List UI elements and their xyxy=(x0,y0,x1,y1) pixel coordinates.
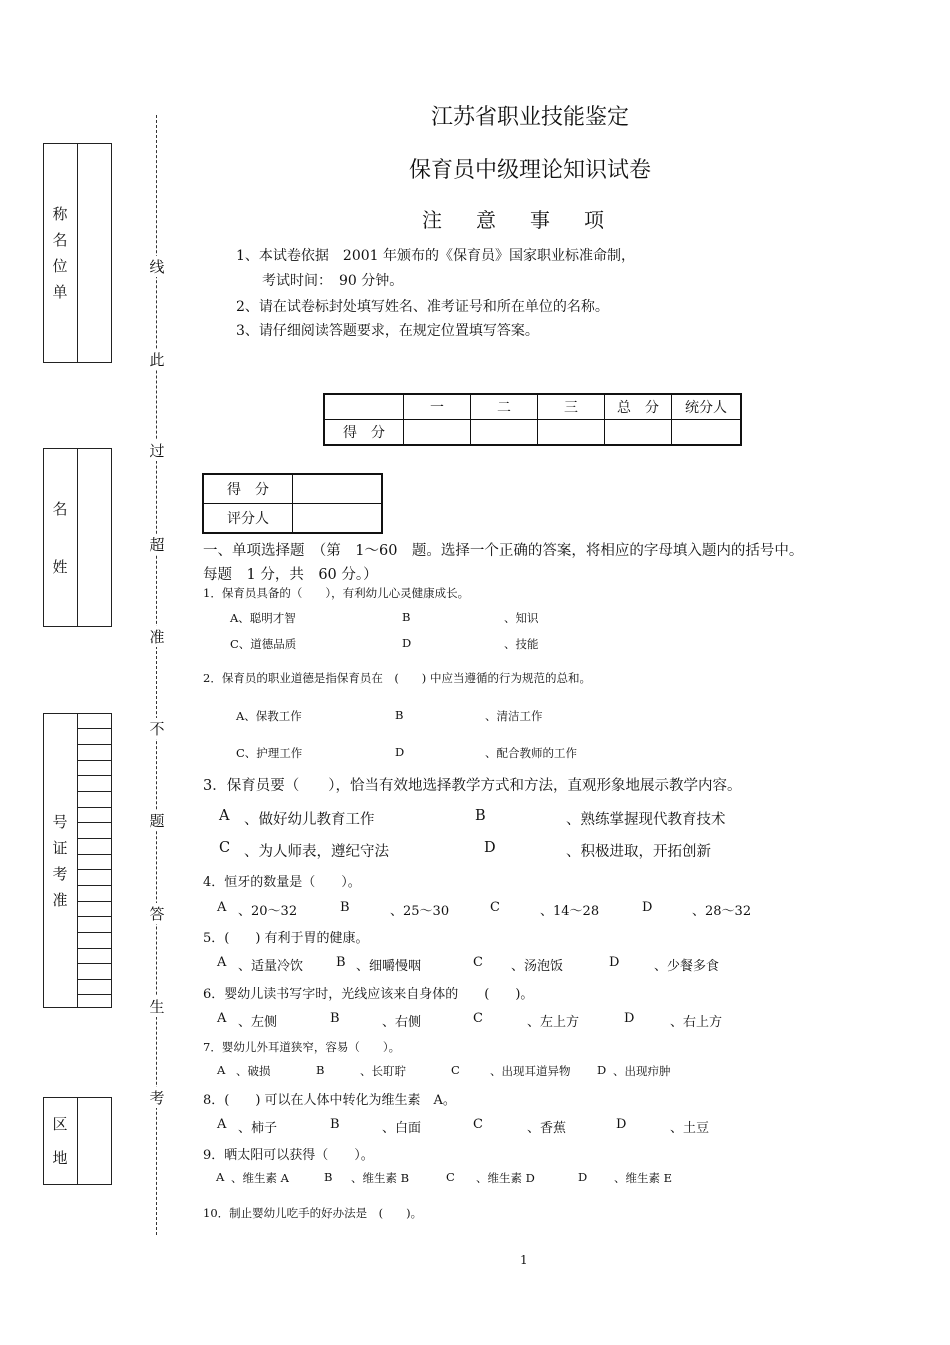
q3-option-a-letter: A xyxy=(219,808,230,824)
q9-option-b-letter: B xyxy=(324,1170,333,1184)
unit-box xyxy=(43,143,112,363)
q3-option-b: 、熟练掌握现代教育技术 xyxy=(566,812,726,828)
q8-option-a-letter: A xyxy=(217,1117,227,1132)
grader-score-cell[interactable] xyxy=(293,474,383,504)
section-heading-cont: 每题 1 分，共 60 分。） xyxy=(203,567,378,583)
notice-title: 注意事项 xyxy=(422,208,638,232)
seal-char: 过 xyxy=(149,442,165,460)
q6-option-a: 、左侧 xyxy=(238,1015,278,1030)
q8-option-c: 、香蕉 xyxy=(527,1121,567,1136)
q4-option-d: 、28～32 xyxy=(692,904,752,919)
q6-option-c: 、左上方 xyxy=(527,1015,580,1030)
q8-option-c-letter: C xyxy=(473,1117,483,1132)
q3-option-b-letter: B xyxy=(475,808,486,824)
question-2: 2．保育员的职业道德是指保育员在 ( ) 中应当遵循的行为规范的总和。 xyxy=(203,671,591,685)
region-box xyxy=(43,1097,112,1185)
score-cell[interactable] xyxy=(471,420,538,446)
q3-option-d-letter: D xyxy=(484,840,496,856)
q5-option-d: 、少餐多食 xyxy=(654,959,720,974)
q7-option-d: 、出现疖肿 xyxy=(613,1064,671,1078)
q9-option-d: 、维生素 E xyxy=(614,1171,673,1185)
q7-option-c-letter: C xyxy=(451,1063,460,1077)
q9-option-b: 、维生素 B xyxy=(351,1171,410,1185)
q9-option-c-letter: C xyxy=(446,1170,455,1184)
q6-option-c-letter: C xyxy=(473,1011,483,1026)
q9-option-d-letter: D xyxy=(578,1170,588,1184)
exam-id-grid[interactable] xyxy=(77,714,111,1007)
score-header-1: 一 xyxy=(404,394,471,420)
name-label: 名 姓 xyxy=(52,499,68,576)
question-8: 8．( ) 可以在人体中转化为维生素 A。 xyxy=(203,1093,456,1108)
name-field[interactable] xyxy=(77,449,111,626)
note-1b: 考试时间： 90 分钟。 xyxy=(262,273,404,289)
seal-char: 此 xyxy=(149,351,165,369)
note-1a: 1、本试卷依据 2001 年颁布的《保育员》国家职业标准命制， xyxy=(236,248,635,264)
q2-option-c: C、护理工作 xyxy=(236,746,303,760)
q8-option-b: 、白面 xyxy=(382,1121,422,1136)
region-field[interactable] xyxy=(77,1098,111,1184)
question-9: 9．晒太阳可以获得（ ）。 xyxy=(203,1148,374,1163)
q3-option-c: 、为人师表，遵纪守法 xyxy=(244,844,389,860)
unit-field[interactable] xyxy=(77,144,111,362)
unit-label: 称 名 位 单 xyxy=(52,205,68,301)
seal-char: 准 xyxy=(149,628,165,646)
score-header-blank xyxy=(324,394,404,420)
seal-char: 不 xyxy=(149,720,165,738)
q4-option-c: 、14～28 xyxy=(540,904,600,919)
q5-option-a: 、适量冷饮 xyxy=(238,959,304,974)
q2-option-a: A、保教工作 xyxy=(236,709,302,723)
question-3: 3．保育员要（ ），恰当有效地选择教学方式和方法，直观形象地展示教学内容。 xyxy=(203,778,742,794)
q4-option-b: 、25～30 xyxy=(390,904,450,919)
q6-option-d-letter: D xyxy=(624,1011,635,1026)
score-cell[interactable] xyxy=(605,420,672,446)
q8-option-a: 、柿子 xyxy=(238,1121,278,1136)
score-cell[interactable] xyxy=(672,420,742,446)
q7-option-b: 、长耵聍 xyxy=(360,1064,406,1078)
q2-option-d-letter: D xyxy=(395,745,405,759)
question-4: 4．恒牙的数量是（ ）。 xyxy=(203,875,361,890)
q9-option-a-letter: A xyxy=(216,1170,225,1184)
grader-table xyxy=(202,473,383,534)
q3-option-a: 、做好幼儿教育工作 xyxy=(244,812,375,828)
q5-option-a-letter: A xyxy=(217,955,227,970)
question-7: 7．婴幼儿外耳道狭窄，容易（ ）。 xyxy=(203,1040,401,1054)
question-10: 10．制止婴幼儿吃手的好办法是 ( )。 xyxy=(203,1206,423,1220)
q8-option-d-letter: D xyxy=(616,1117,627,1132)
q7-option-a-letter: A xyxy=(217,1063,226,1077)
q5-option-b: 、细嚼慢咽 xyxy=(356,959,422,974)
q4-option-d-letter: D xyxy=(642,900,653,915)
q7-option-b-letter: B xyxy=(316,1063,325,1077)
region-label: 区 地 xyxy=(52,1115,68,1167)
score-header-tallier: 统分人 xyxy=(672,394,742,420)
q7-option-d-letter: D xyxy=(597,1063,607,1077)
score-cell[interactable] xyxy=(538,420,605,446)
q2-option-d: 、配合教师的工作 xyxy=(485,746,577,760)
question-6: 6．婴幼儿读书写字时，光线应该来自身体的 ( )。 xyxy=(203,987,534,1002)
score-header-2: 二 xyxy=(471,394,538,420)
q1-option-d-letter: D xyxy=(402,636,412,650)
q6-option-a-letter: A xyxy=(217,1011,227,1026)
seal-char: 答 xyxy=(149,905,165,923)
q6-option-b: 、右侧 xyxy=(382,1015,422,1030)
question-1: 1．保育员具备的（ ），有利幼儿心灵健康成长。 xyxy=(203,586,470,600)
seal-char: 考 xyxy=(149,1089,165,1107)
q1-option-d: 、技能 xyxy=(504,637,539,651)
note-2: 2、请在试卷标封处填写姓名、准考证号和所在单位的名称。 xyxy=(236,299,609,315)
q1-option-a: A、聪明才智 xyxy=(230,611,296,625)
q5-option-b-letter: B xyxy=(336,955,346,970)
seal-char: 超 xyxy=(149,536,165,554)
q3-option-d: 、积极进取，开拓创新 xyxy=(566,844,711,860)
q5-option-c-letter: C xyxy=(473,955,483,970)
q6-option-d: 、右上方 xyxy=(670,1015,723,1030)
q2-option-b: 、清洁工作 xyxy=(485,709,543,723)
seal-dashed-line xyxy=(156,115,157,1235)
q1-option-c: C、道德品质 xyxy=(230,637,297,651)
question-5: 5．( ) 有利于胃的健康。 xyxy=(203,931,369,946)
q2-option-b-letter: B xyxy=(395,708,404,722)
exam-id-box xyxy=(43,713,112,1008)
q4-option-c-letter: C xyxy=(490,900,500,915)
seal-char: 线 xyxy=(149,258,165,276)
note-3: 3、请仔细阅读答题要求，在规定位置填写答案。 xyxy=(236,323,539,339)
grader-score-label: 得 分 xyxy=(203,474,293,504)
q9-option-c: 、维生素 D xyxy=(476,1171,535,1185)
q3-option-c-letter: C xyxy=(219,840,231,856)
exam-id-label: 号 证 考 准 xyxy=(52,812,68,909)
q8-option-b-letter: B xyxy=(330,1117,340,1132)
q8-option-d: 、土豆 xyxy=(670,1121,710,1136)
seal-char: 题 xyxy=(149,812,165,830)
grader-name-cell[interactable] xyxy=(293,504,383,534)
name-box xyxy=(43,448,112,627)
score-row-label: 得 分 xyxy=(324,420,404,446)
score-header-3: 三 xyxy=(538,394,605,420)
q5-option-d-letter: D xyxy=(609,955,620,970)
exam-title: 保育员中级理论知识试卷 xyxy=(408,158,651,183)
q7-option-a: 、破损 xyxy=(236,1064,271,1078)
section-heading: 一、单项选择题 （第 1～60 题。选择一个正确的答案，将相应的字母填入题内的括号中。 xyxy=(203,543,804,559)
q6-option-b-letter: B xyxy=(330,1011,340,1026)
q4-option-b-letter: B xyxy=(340,900,350,915)
q5-option-c: 、汤泡饭 xyxy=(511,959,564,974)
score-table xyxy=(323,393,742,446)
q9-option-a: 、维生素 A xyxy=(231,1171,289,1185)
score-header-total: 总 分 xyxy=(605,394,672,420)
q7-option-c: 、出现耳道异物 xyxy=(490,1064,571,1078)
exam-org: 江苏省职业技能鉴定 xyxy=(430,105,629,130)
score-cell[interactable] xyxy=(404,420,471,446)
page-number: 1 xyxy=(520,1253,528,1267)
q1-option-b-letter: B xyxy=(402,610,411,624)
seal-char: 生 xyxy=(149,998,165,1016)
grader-name-label: 评分人 xyxy=(203,504,293,534)
q4-option-a: 、20～32 xyxy=(238,904,298,919)
q1-option-b: 、知识 xyxy=(504,611,539,625)
q4-option-a-letter: A xyxy=(217,900,227,915)
